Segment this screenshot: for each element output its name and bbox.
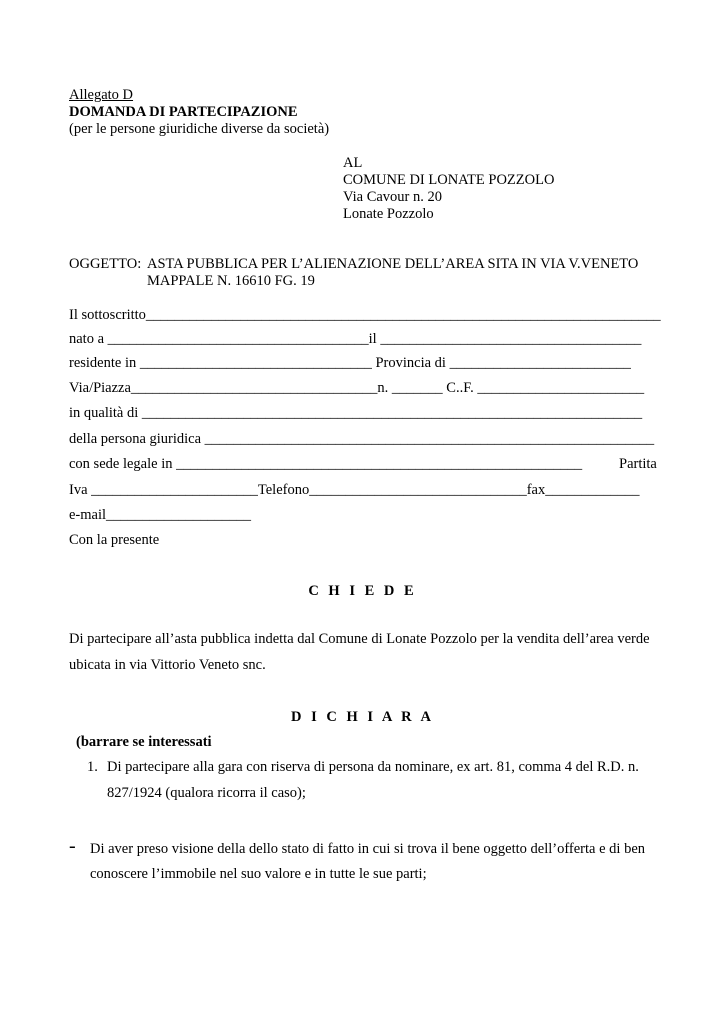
field-birthplace-date[interactable]: nato a ____________________________________il ____________________________________ (69, 331, 642, 347)
intro-text: Con la presente (69, 532, 160, 548)
item-text: Di aver preso visione della dello stato di fatto in cui si trova il bene oggetto dell’offerta e di ben (90, 841, 646, 857)
recipient-line: COMUNE DI LONATE POZZOLO (343, 172, 555, 188)
subject-line: ASTA PUBBLICA PER L’ALIENAZIONE DELL’AREA SITA IN VIA V.VENETO (147, 256, 639, 272)
recipient-line: AL (343, 155, 363, 171)
field-vat-phone-fax[interactable]: Iva _______________________Telefono______________________________fax_____________ (69, 482, 640, 498)
recipient-line: Lonate Pozzolo (343, 206, 434, 222)
field-registered-office[interactable]: con sede legale in ________________________________________________________ (69, 456, 583, 472)
chiede-heading: C H I E D E (308, 583, 417, 599)
field-capacity[interactable]: in qualità di _____________________________________________________________________ (69, 405, 643, 421)
subject-line: MAPPALE N. 16610 FG. 19 (147, 273, 315, 289)
dash-bullet-icon[interactable]: - (69, 835, 76, 857)
attachment-label: Allegato D (69, 87, 134, 103)
item-text: 827/1924 (qualora ricorra il caso); (107, 785, 306, 801)
chiede-text: Di partecipare all’asta pubblica indetta dal Comune di Lonate Pozzolo per la vendita dell’area verde (69, 631, 650, 647)
field-residence-province[interactable]: residente in ________________________________ Provincia di _________________________ (69, 355, 631, 371)
field-partita-label: Partita (619, 456, 657, 472)
item-text: Di partecipare alla gara con riserva di persona da nominare, ex art. 81, comma 4 del R.D. n. (107, 759, 639, 775)
item-number: 1. (87, 759, 98, 775)
field-street-number-cf[interactable]: Via/Piazza__________________________________n. _______ C..F. _______________________ (69, 380, 645, 396)
field-undersigned[interactable]: Il sottoscritto_______________________________________________________________________ (69, 307, 661, 323)
dichiara-heading: D I C H I A R A (291, 709, 434, 725)
dichiara-note: (barrare se interessati (76, 734, 212, 750)
subject-label: OGGETTO: (69, 256, 142, 272)
field-email[interactable]: e-mail____________________ (69, 507, 252, 523)
document-subtitle: (per le persone giuridiche diverse da società) (69, 121, 330, 137)
document-title: DOMANDA DI PARTECIPAZIONE (69, 104, 298, 120)
item-text: conoscere l’immobile nel suo valore e in tutte le sue parti; (90, 866, 427, 882)
field-legal-entity[interactable]: della persona giuridica ______________________________________________________________ (69, 431, 655, 447)
chiede-text: ubicata in via Vittorio Veneto snc. (69, 657, 266, 673)
recipient-line: Via Cavour n. 20 (343, 189, 443, 205)
